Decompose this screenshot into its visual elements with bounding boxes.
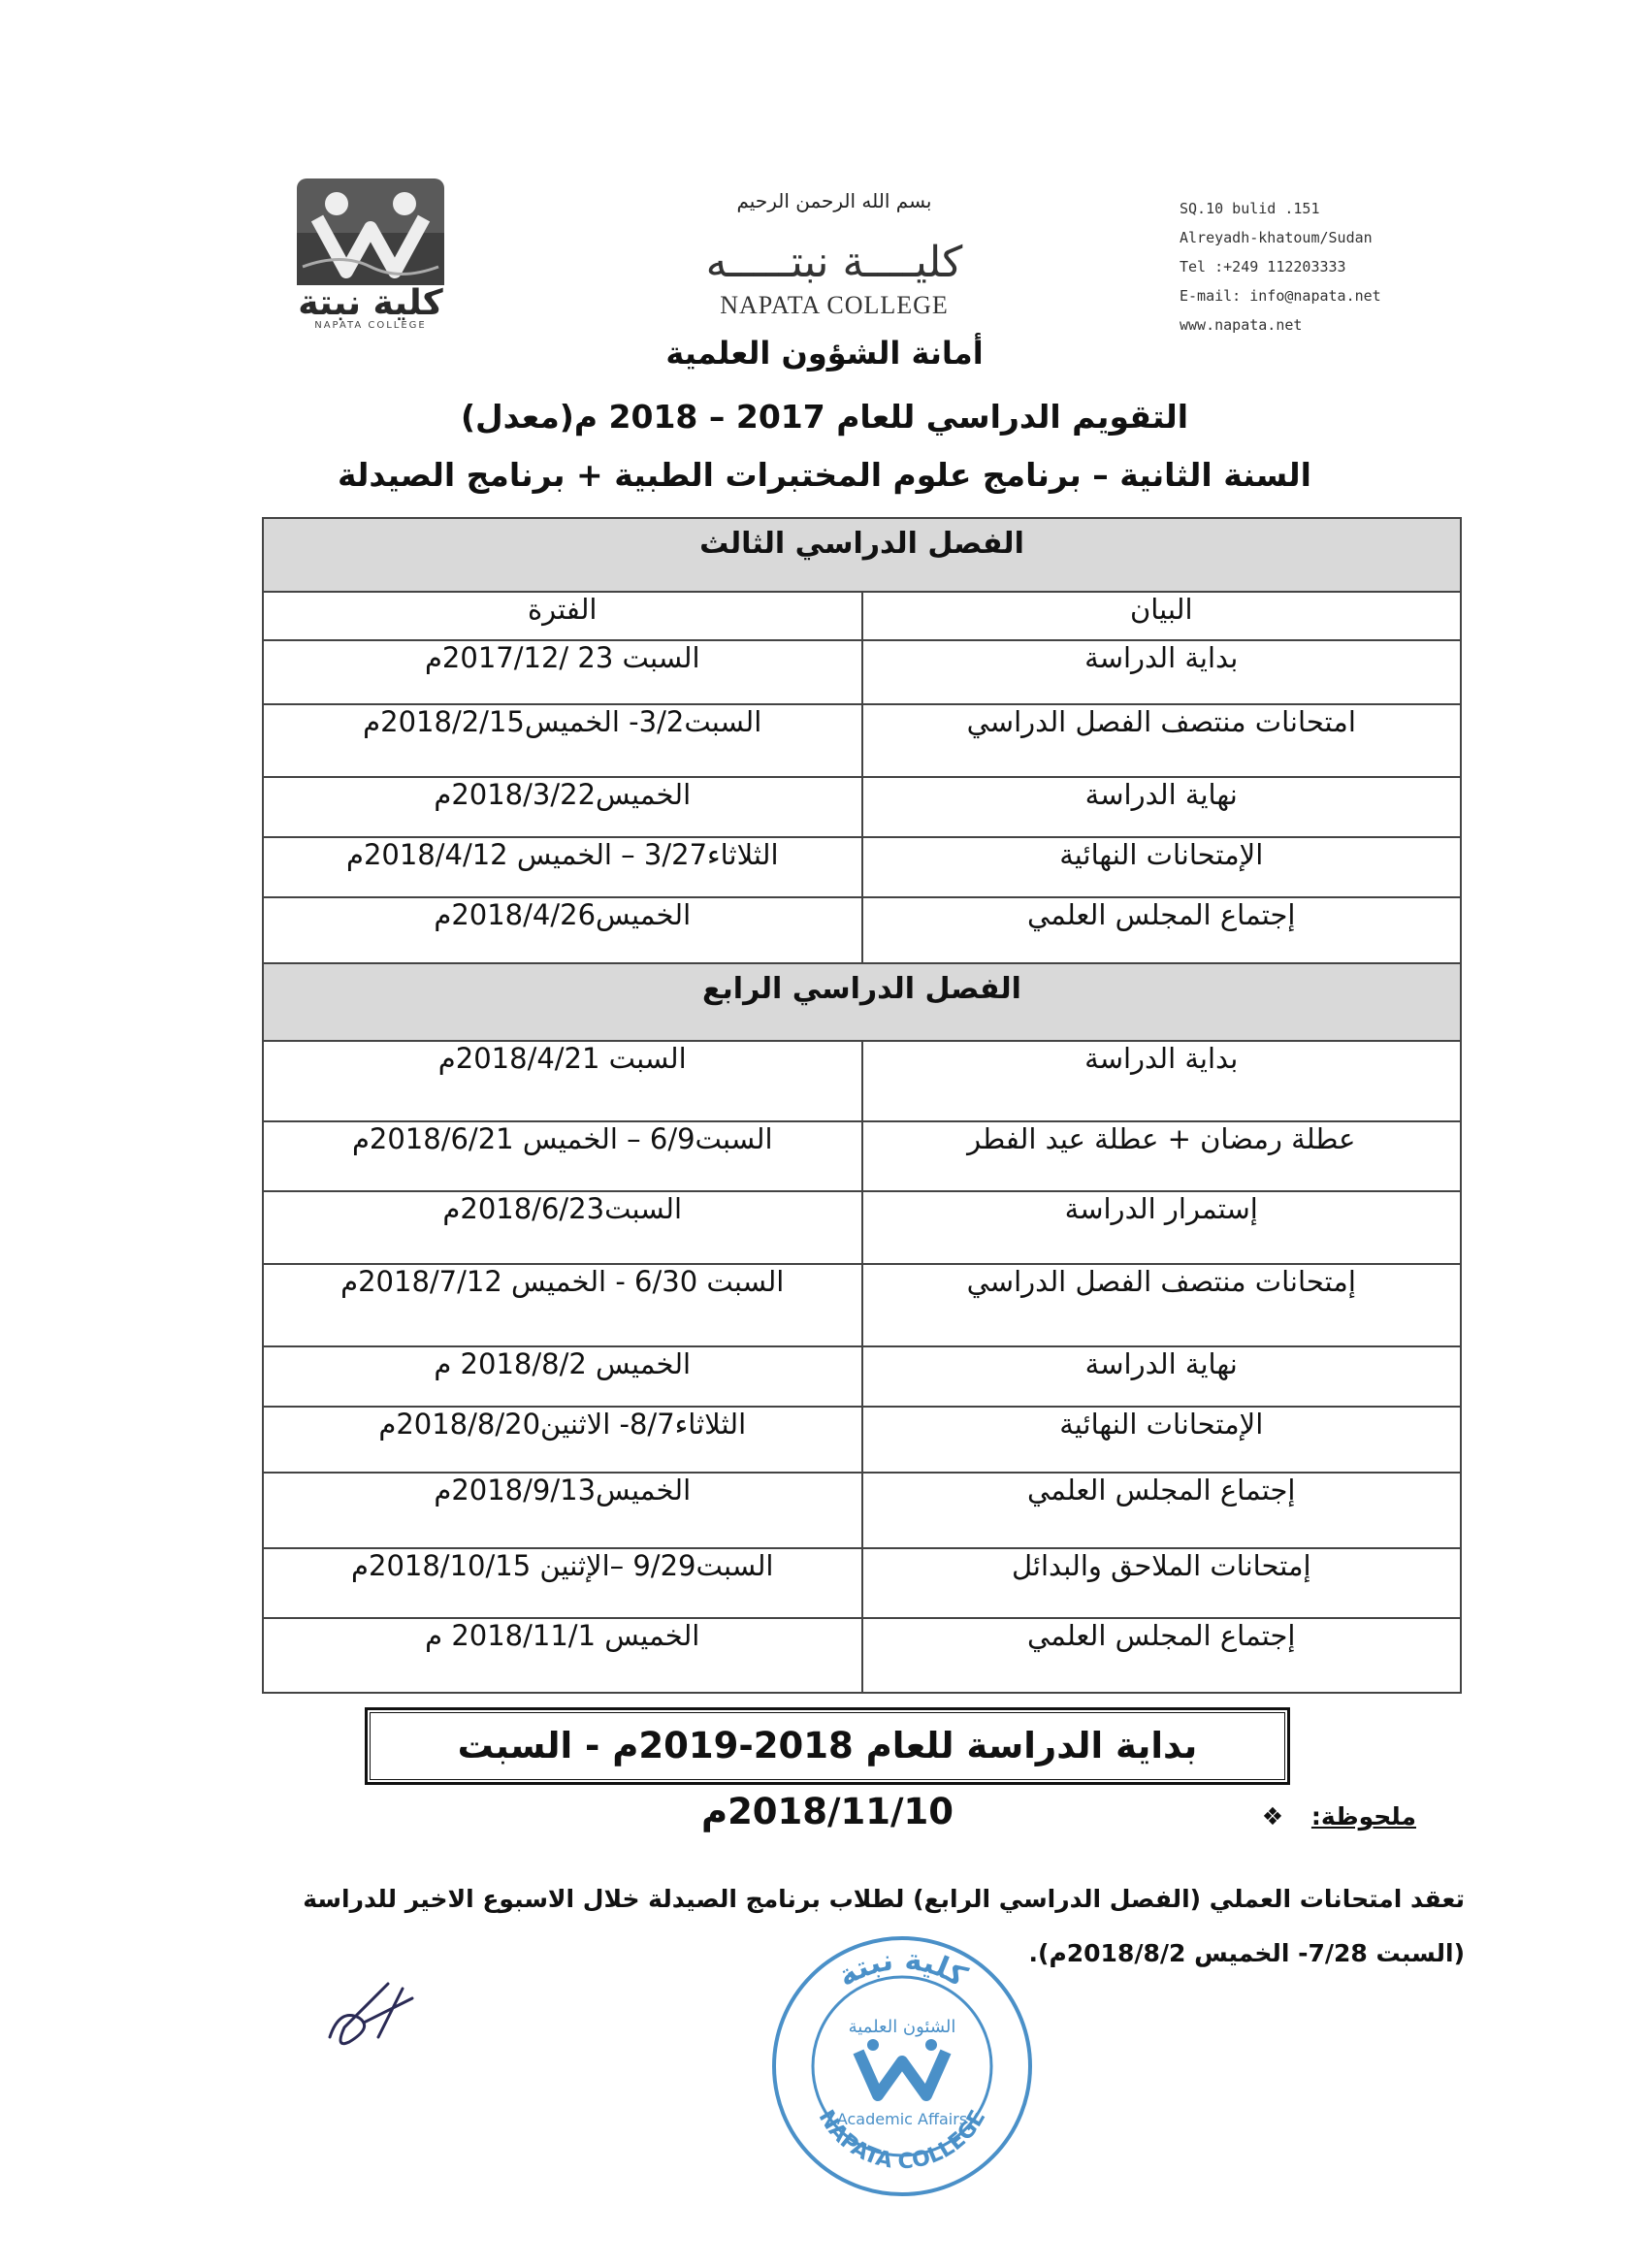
signature-icon: [320, 1969, 436, 2057]
row-period: الخميس 2018/8/2 م: [263, 1346, 862, 1407]
row-period: الخميس2018/4/26م: [263, 897, 862, 963]
semester-header: [263, 963, 1461, 1041]
contact-address1: SQ.10 bulid .151: [1180, 200, 1320, 217]
row-item: نهاية الدراسة: [862, 777, 1462, 837]
note-bullet-icon: ❖: [1261, 1802, 1284, 1831]
row-item: إمتحانات منتصف الفصل الدراسي: [862, 1264, 1462, 1346]
contact-web: www.napata.net: [1180, 316, 1303, 334]
row-period: السبت2018/6/23م: [263, 1191, 862, 1264]
college-stamp-icon: [766, 1930, 1038, 2202]
basmala: بسم الله الرحمن الرحيم: [736, 189, 932, 212]
next-year-start-banner: بداية الدراسة للعام 2018-2019م - السبت 2018/11/10م: [367, 1709, 1288, 1783]
note-text: تعقد امتحانات العملي (الفصل الدراسي الرابع) لطلاب برنامج الصيدلة خلال الاسبوع الاخير للدراسة (السبت 7/28- الخميس 2018/8/2م).: [303, 1885, 1465, 1967]
table-row: [263, 897, 1461, 963]
semester-title: الفصل الدراسي الثالث: [263, 518, 1461, 592]
note-heading: [1096, 1802, 1416, 1831]
year-title: السنة الثانية – برنامج علوم المختبرات الطبية + برنامج الصيدلة: [338, 456, 1311, 494]
department-title: أمانة الشؤون العلمية: [665, 335, 984, 372]
table-row: [263, 1407, 1461, 1473]
contact-email: E-mail: info@napata.net: [1180, 287, 1381, 305]
table-row: [263, 1121, 1461, 1191]
stamp-inner-en: Academic Affairs: [836, 2110, 968, 2128]
row-item: امتحانات منتصف الفصل الدراسي: [862, 704, 1462, 777]
schedule-table: [262, 517, 1462, 1694]
stamp-top-text: كلية نبتة: [831, 1942, 973, 1994]
table-row: [263, 1041, 1461, 1121]
logo-caption-ar: كلية نبتة: [298, 283, 443, 323]
column-header-item: البيان: [862, 592, 1462, 640]
table-row: [263, 1264, 1461, 1346]
college-name-ar: كليــــة نبتـــــه: [705, 238, 963, 287]
column-header-row: [263, 592, 1461, 640]
row-item: إجتماع المجلس العلمي: [862, 897, 1462, 963]
svg-text:كلية نبتة: [832, 1943, 973, 1994]
row-period: السبت9/29 –الإثنين 2018/10/15م: [263, 1548, 862, 1618]
stamp-inner-ar: الشئون العلمية: [848, 2017, 956, 2037]
calendar-title: التقويم الدراسي للعام 2017 – 2018 م(معدل): [460, 398, 1189, 436]
semester-title: الفصل الدراسي الرابع: [263, 963, 1461, 1041]
contact-tel: Tel :+249 112203333: [1180, 258, 1346, 275]
college-name-en: NAPATA COLLEGE: [720, 291, 949, 319]
table-row: [263, 640, 1461, 704]
table-row: [263, 1473, 1461, 1548]
row-item: إجتماع المجلس العلمي: [862, 1618, 1462, 1693]
table-row: [263, 777, 1461, 837]
table-row: [263, 1191, 1461, 1264]
semester-header: [263, 518, 1461, 592]
contact-address2: Alreyadh-khatoum/Sudan: [1180, 229, 1373, 246]
row-period: السبت 23 /2017/12م: [263, 640, 862, 704]
row-item: إستمرار الدراسة: [862, 1191, 1462, 1264]
row-period: السبت 2018/4/21م: [263, 1041, 862, 1121]
row-period: الخميس2018/3/22م: [263, 777, 862, 837]
table-row: [263, 1618, 1461, 1693]
row-item: بداية الدراسة: [862, 1041, 1462, 1121]
table-row: [263, 837, 1461, 897]
row-item: الإمتحانات النهائية: [862, 837, 1462, 897]
row-item: إجتماع المجلس العلمي: [862, 1473, 1462, 1548]
table-row: [263, 1548, 1461, 1618]
row-period: الثلاثاء3/27 – الخميس 2018/4/12م: [263, 837, 862, 897]
row-item: نهاية الدراسة: [862, 1346, 1462, 1407]
note-label: ملحوظة:: [1310, 1802, 1416, 1831]
row-period: السبت 6/30 - الخميس 2018/7/12م: [263, 1264, 862, 1346]
row-period: السبت6/9 – الخميس 2018/6/21م: [263, 1121, 862, 1191]
row-period: الخميس2018/9/13م: [263, 1473, 862, 1548]
row-period: الثلاثاء8/7- الاثنين2018/8/20م: [263, 1407, 862, 1473]
row-item: الإمتحانات النهائية: [862, 1407, 1462, 1473]
logo-caption-en: NAPATA COLLEGE: [314, 320, 427, 331]
table-row: [263, 704, 1461, 777]
contact-info: [1180, 194, 1471, 340]
stamp-bottom-text: NAPATA COLLEGE: [813, 2106, 991, 2175]
row-period: السبت3/2- الخميس2018/2/15م: [263, 704, 862, 777]
row-item: إمتحانات الملاحق والبدائل: [862, 1548, 1462, 1618]
table-row: [263, 1346, 1461, 1407]
row-period: الخميس 2018/11/1 م: [263, 1618, 862, 1693]
row-item: عطلة رمضان + عطلة عيد الفطر: [862, 1121, 1462, 1191]
row-item: بداية الدراسة: [862, 640, 1462, 704]
column-header-period: الفترة: [263, 592, 862, 640]
